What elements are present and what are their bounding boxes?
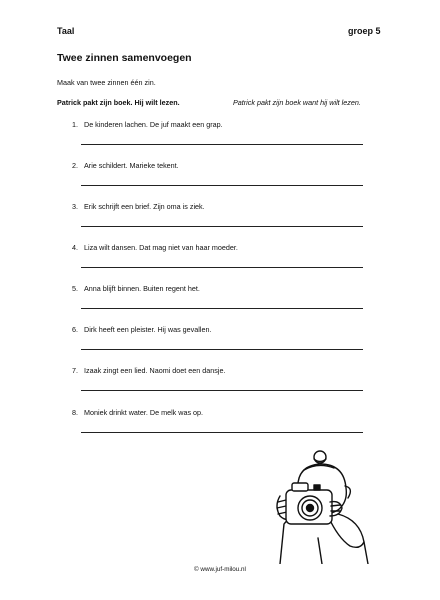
exercise-sentence: De kinderen lachen. De juf maakt een grap. — [84, 120, 223, 129]
exercise-sentence: Izaak zingt een lied. Naomi doet een dansje. — [84, 366, 226, 375]
answer-line[interactable] — [81, 390, 363, 391]
child-with-camera-icon — [268, 446, 380, 564]
answer-line[interactable] — [81, 308, 363, 309]
exercise-sentence: Liza wilt dansen. Dat mag niet van haar moeder. — [84, 243, 238, 252]
exercise-sentence: Erik schrijft een brief. Zijn oma is ziek. — [84, 202, 205, 211]
exercise-item — [0, 120, 440, 160]
instruction-text: Maak van twee zinnen één zin. — [57, 78, 156, 87]
exercise-item — [0, 243, 440, 283]
exercise-number: 3. — [72, 202, 78, 211]
answer-line[interactable] — [81, 185, 363, 186]
example-answer: Patrick pakt zijn boek want hij wilt lezen. — [233, 98, 361, 107]
page-title: Twee zinnen samenvoegen — [57, 52, 192, 64]
exercise-sentence: Anna blijft binnen. Buiten regent het. — [84, 284, 200, 293]
subject-label: Taal — [57, 26, 75, 36]
exercise-number: 7. — [72, 366, 78, 375]
exercise-item — [0, 325, 440, 365]
exercise-item — [0, 161, 440, 201]
exercise-item — [0, 408, 440, 448]
answer-line[interactable] — [81, 267, 363, 268]
example-question: Patrick pakt zijn boek. Hij wilt lezen. — [57, 98, 180, 107]
exercise-number: 8. — [72, 408, 78, 417]
exercise-number: 4. — [72, 243, 78, 252]
group-label: groep 5 — [348, 26, 381, 36]
exercise-item — [0, 202, 440, 242]
exercise-number: 1. — [72, 120, 78, 129]
exercise-sentence: Moniek drinkt water. De melk was op. — [84, 408, 204, 417]
exercise-number: 6. — [72, 325, 78, 334]
answer-line[interactable] — [81, 226, 363, 227]
exercise-number: 2. — [72, 161, 78, 170]
exercise-item — [0, 366, 440, 406]
exercise-sentence: Arie schildert. Marieke tekent. — [84, 161, 179, 170]
exercise-number: 5. — [72, 284, 78, 293]
answer-line[interactable] — [81, 144, 363, 145]
copyright-footer: © www.juf-milou.nl — [194, 566, 246, 573]
exercise-item — [0, 284, 440, 324]
exercise-sentence: Dirk heeft een pleister. Hij was gevallen. — [84, 325, 212, 334]
answer-line[interactable] — [81, 432, 363, 433]
answer-line[interactable] — [81, 349, 363, 350]
